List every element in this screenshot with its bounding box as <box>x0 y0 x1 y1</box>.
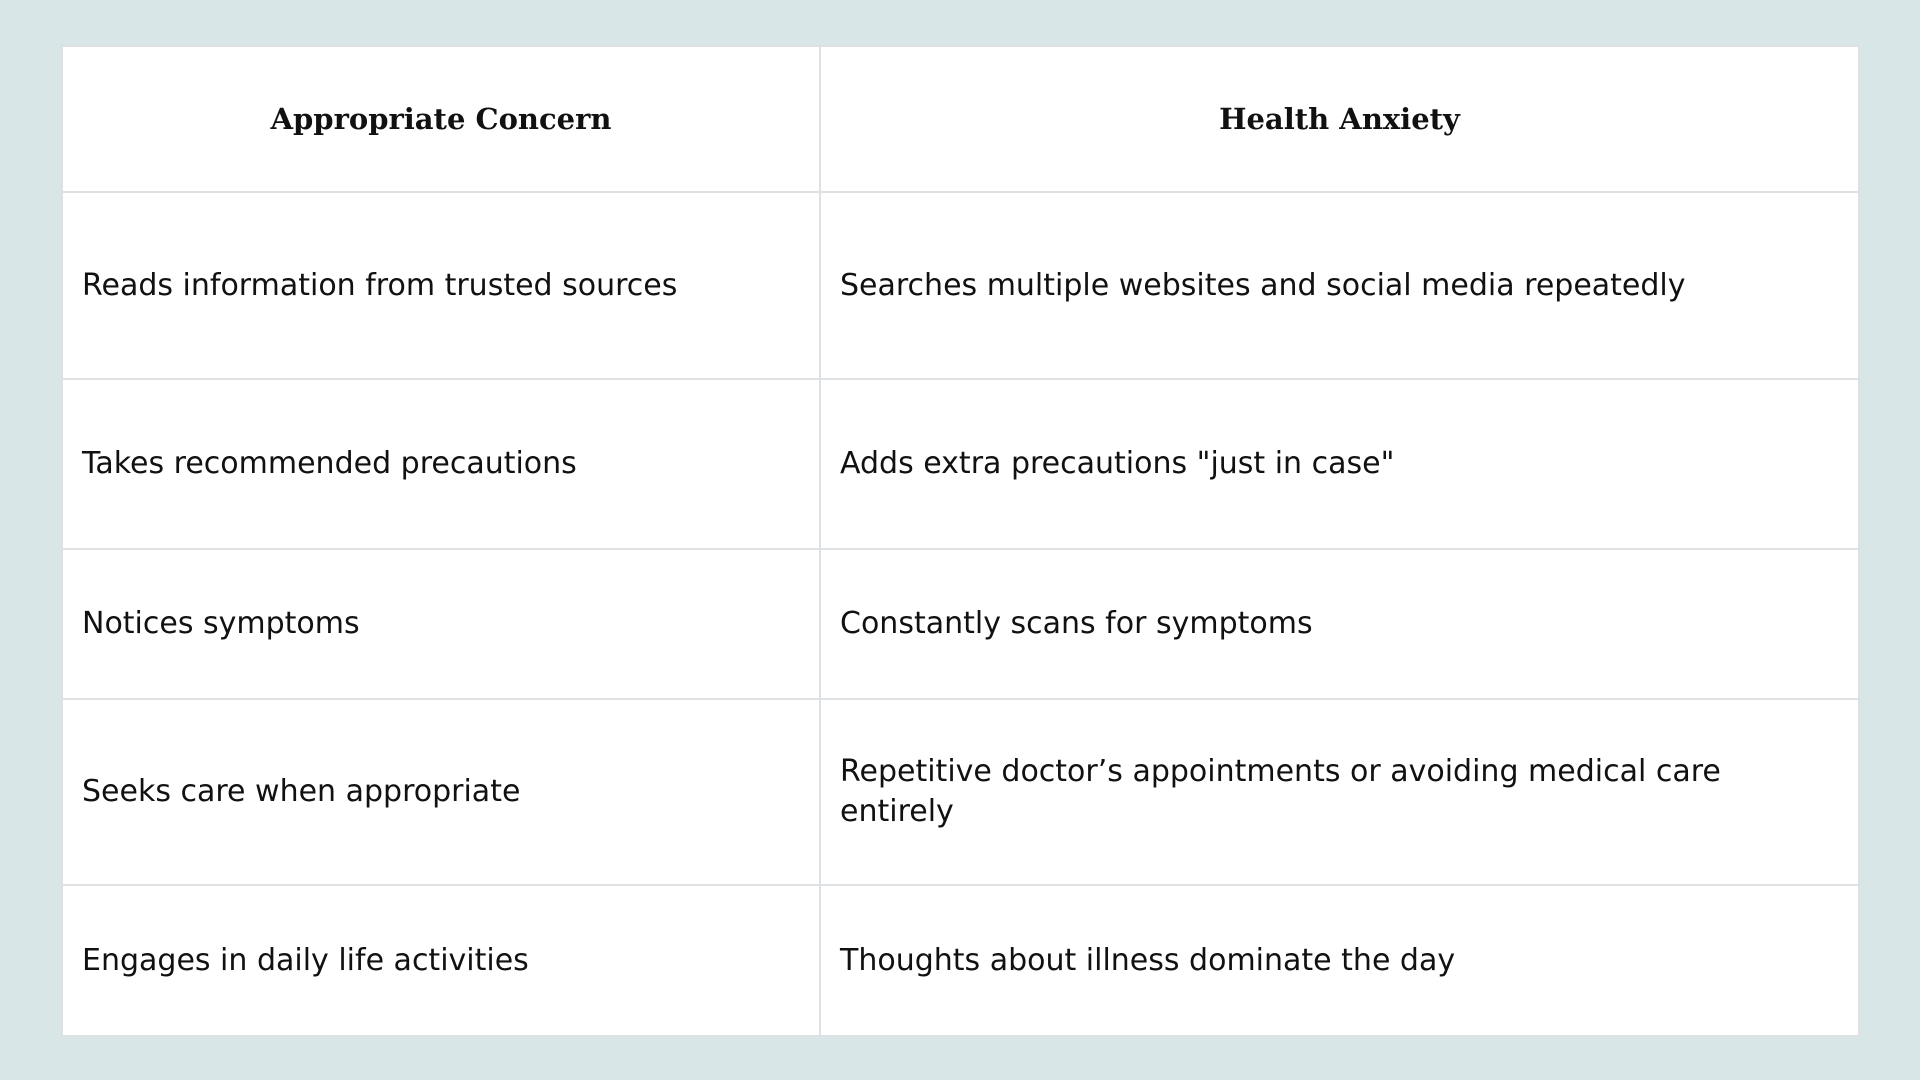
table-row <box>62 885 1859 1036</box>
cell-health-anxiety: Repetitive doctor’s appointments or avoiding medical care entirely <box>820 699 1859 885</box>
table-row <box>62 379 1859 549</box>
table-row <box>62 192 1859 379</box>
comparison-table <box>61 45 1860 1037</box>
header-health-anxiety: Health Anxiety <box>820 46 1859 192</box>
cell-health-anxiety: Searches multiple websites and social media repeatedly <box>820 192 1859 379</box>
cell-health-anxiety: Adds extra precautions "just in case" <box>820 379 1859 549</box>
table-row <box>62 549 1859 699</box>
header-row <box>62 46 1859 192</box>
cell-health-anxiety: Thoughts about illness dominate the day <box>820 885 1859 1036</box>
cell-appropriate-concern: Takes recommended precautions <box>62 379 820 549</box>
cell-appropriate-concern: Reads information from trusted sources <box>62 192 820 379</box>
cell-health-anxiety: Constantly scans for symptoms <box>820 549 1859 699</box>
cell-appropriate-concern: Notices symptoms <box>62 549 820 699</box>
table-row <box>62 699 1859 885</box>
cell-appropriate-concern: Seeks care when appropriate <box>62 699 820 885</box>
cell-appropriate-concern: Engages in daily life activities <box>62 885 820 1036</box>
header-appropriate-concern: Appropriate Concern <box>62 46 820 192</box>
